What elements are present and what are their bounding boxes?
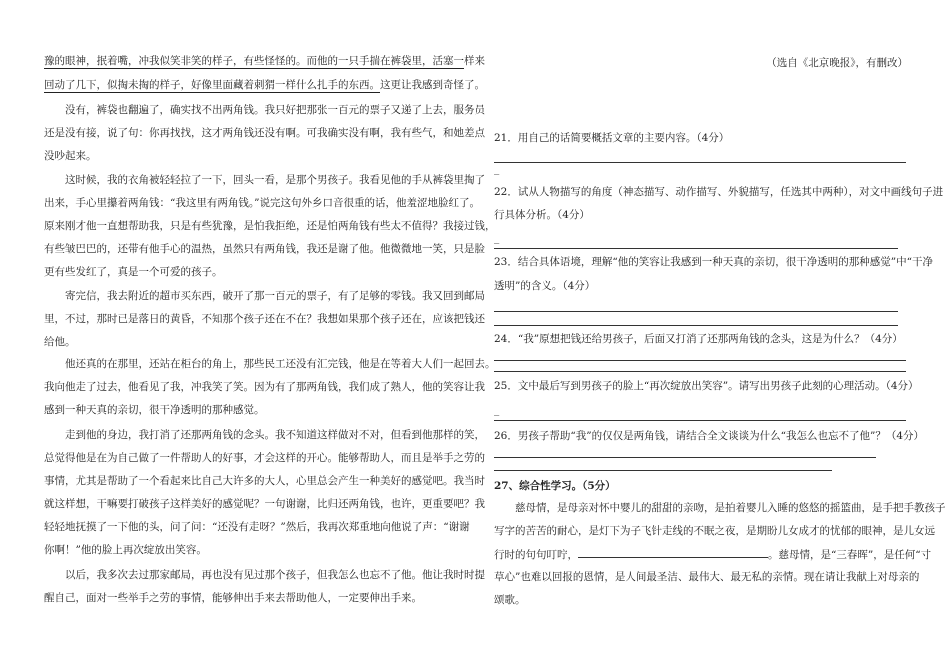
passage-line-underlined: 豫的眼神，抿着嘴，冲我似笑非笑的样子，有些怪怪的。而他的一只手揣在裤袋里，活塞一样来: [44, 55, 485, 67]
answer-mark: _: [494, 163, 500, 175]
passage-line: 没吵起来。: [44, 150, 97, 162]
passage-line: 他还真的在那里，还站在柜台的角上，那些民工还没有汇完钱，他是在等着大人们一起回去。: [65, 358, 496, 370]
answer-line[interactable]: [494, 360, 906, 361]
fill-in-blank[interactable]: [578, 548, 768, 558]
answer-line[interactable]: [494, 248, 898, 249]
question-27-title: 27、综合性学习。（5分）: [494, 480, 616, 492]
passage-line: 醒自己，面对一些举手之劳的事情，能够伸出手来去帮助他人，一定要伸出手来。: [44, 592, 422, 604]
answer-line[interactable]: [494, 457, 876, 458]
passage-line: 里，不过，那时已是落日的黄昏，不知那个孩子还在不在？我想如果那个孩子还在，应该把钱还: [44, 313, 485, 325]
answer-line[interactable]: [494, 470, 832, 471]
passage-line: 出来，手心里攥着两角钱：“我这里有两角钱。”说完这句外乡口音很重的话，他羞涩地脸红了。: [44, 197, 480, 209]
passage-line: 还是没有接，说了句：你再找找，这才两角钱还没有啊。可我确实没有啊，我有些气，和她差点: [44, 127, 485, 139]
question-27-text: 颂歌。: [494, 594, 526, 606]
question-26: 26．男孩子帮助“我”的仅仅是两角钱，请结合全文谈谈为什么“我怎么也忘不了他”？（4分）: [494, 430, 925, 442]
passage-line: 就这样想，干嘛要打破孩子这样美好的感觉呢？一句谢谢，比归还两角钱，也许，更重要吧？我: [44, 498, 485, 510]
passage-line: 没有，裤袋也翻遍了，确实找不出两角钱。我只好把那张一百元的票子又递了上去，服务员: [65, 104, 485, 116]
answer-line[interactable]: [494, 371, 906, 372]
passage-line: 有些皱巴巴的，还带有他手心的温热，虽然只有两角钱，我还是谢了他。他微微地一笑，只是脸: [44, 243, 485, 255]
question-23: 23．结合具体语境，理解“他的笑容让我感到一种天真的亲切，很干净透明的那种感觉”中“干净: [494, 256, 933, 268]
question-27-fragment: 行时的句句叮咛，: [494, 549, 578, 561]
passage-line: 走到他的身边，我打消了还那两角钱的念头。我不知道这样做对不对，但看到他那样的笑，: [65, 429, 485, 441]
question-25: 25．文中最后写到男孩子的脸上“再次绽放出笑容”。请写出男孩子此刻的心理活动。（4分）: [494, 380, 919, 392]
question-27-text: 写字的苦苦的耐心，是灯下为子飞针走线的不眠之夜，是期盼儿女成才的忧郁的眼神，是儿女远: [494, 525, 935, 537]
passage-line: 感到一种天真的亲切，很干净透明的那种感觉。: [44, 404, 265, 416]
passage-line: 以后，我多次去过那家邮局，再也没有见过那个孩子，但我怎么也忘不了他。他让我时时提: [65, 569, 485, 581]
passage-line: 这时候，我的衣角被轻轻拉了一下，回头一看，是那个男孩子。我看见他的手从裤袋里掏了: [65, 174, 485, 186]
question-23-cont: 透明”的含义。（4分）: [494, 280, 596, 292]
question-27-text: 慈母情，是母亲对怀中婴儿的甜甜的亲吻，是拍着婴儿入睡的悠悠的摇篮曲，是手把手教孩子: [515, 502, 946, 514]
passage-text: 这更让我感到奇怪了。: [380, 79, 485, 91]
question-27-text: 草心”也难以回报的恩情，是人间最圣洁、最伟大、最无私的亲情。现在请让我献上对母亲的: [494, 571, 920, 583]
question-27-fragment: 。慈母情，是“三春晖”，是任何“寸: [768, 549, 932, 561]
answer-line[interactable]: [494, 162, 906, 163]
passage-line: 更有些发红了，真是一个可爱的孩子。: [44, 266, 223, 278]
question-22-cont: 行具体分析。（4分）: [494, 209, 590, 221]
question-24: 24．“我”原想把钱还给男孩子，后面又打消了还那两角钱的念头，这是为什么？（4分）: [494, 333, 903, 345]
question-22: 22．试从人物描写的角度（神态描写、动作描写、外貌描写，任选其中两种），对文中画线句子进: [494, 186, 944, 198]
passage-line: 我向他走了过去，他看见了我，冲我笑了笑。因为有了那两角钱，我们成了熟人，他的笑容让我: [44, 381, 485, 393]
question-27-text: [494, 548, 931, 561]
question-21: 21．用自己的话简要概括文章的主要内容。（4分）: [494, 132, 730, 144]
passage-line: 你啊！”他的脸上再次绽放出笑容。: [44, 544, 207, 556]
source-note: （选自《北京晚报》，有删改）: [766, 57, 908, 69]
passage-line: 给他。: [44, 336, 76, 348]
answer-mark: _: [494, 404, 500, 416]
passage-line: [44, 79, 485, 91]
passage-line: 寄完信，我去附近的超市买东西，破开了那一百元的票子，有了足够的零钱。我又回到邮局: [65, 290, 485, 302]
answer-mark: _: [494, 232, 500, 244]
answer-line[interactable]: [494, 420, 906, 421]
underlined-sentence: 回动了几下，似掏未掏的样子，好像里面藏着刺猬一样什么扎手的东西。: [44, 79, 380, 91]
passage-line: 事情，尤其是帮助了一个看起来比自己大许多的大人，心里总会产生一种美好的感觉吧。我当时: [44, 475, 485, 487]
answer-line[interactable]: [494, 311, 898, 312]
passage-line: 轻轻地抚摸了一下他的头，问了问：“还没有走呀？”然后，我再次郑重地向他说了声：“谢谢: [44, 521, 470, 533]
passage-line: 原来刚才他一直想帮助我，只是有些犹豫，是怕我拒绝，还是怕两角钱有些太不值得？我接过钱，: [44, 220, 496, 232]
passage-line: 总觉得他是在为自己做了一件帮助人的好事，才会这样的开心。能够帮助人，而且是举手之劳的: [44, 452, 485, 464]
answer-line[interactable]: [494, 325, 898, 326]
